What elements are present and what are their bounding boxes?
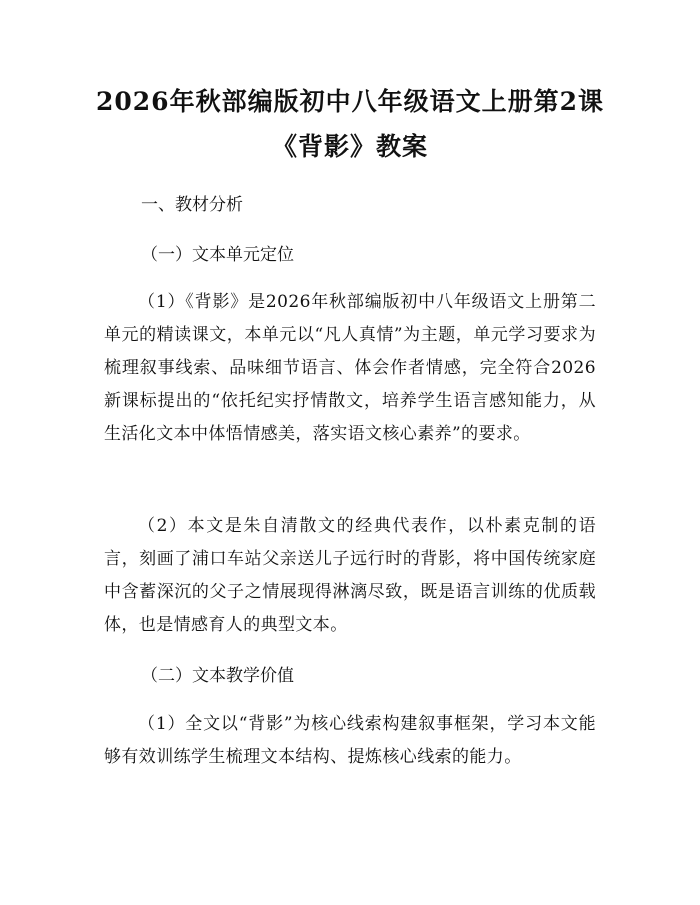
paragraph-unit-positioning-2: （2）本文是朱自清散文的经典代表作，以朴素克制的语言，刻画了浦口车站父亲送儿子远行时的背影，将中国传统家庭中含蓄深沉的父子之情展现得淋漓尽致，既是语言训练的优质载体，也是情感育人的典型文本。 <box>104 516 596 635</box>
paragraph-teaching-value-1: （1）全文以“背影”为核心线索构建叙事框架，学习本文能够有效训练学生梳理文本结构、提炼核心线索的能力。 <box>104 714 596 767</box>
section-heading-textbook-analysis: 一、教材分析 <box>141 195 243 215</box>
subsection-heading-unit-positioning: （一）文本单元定位 <box>141 245 294 265</box>
subsection-heading-teaching-value: （二）文本教学价值 <box>141 666 294 686</box>
document-title-line1: 2026年秋部编版初中八年级语文上册第2课 <box>96 87 604 116</box>
paragraph-unit-positioning-1: （1）《背影》是2026年秋部编版初中八年级语文上册第二单元的精读课文，本单元以“凡人真情”为主题，单元学习要求为梳理叙事线索、品味细节语言、体会作者情感，完全符合2026新课标提出的“依托纪实抒情散文，培养学生语言感知能力，从生活化文本中体悟情感美，落实语文核心素养”的要求。 <box>104 292 596 444</box>
document-title-line2: 《背影》教案 <box>271 132 428 161</box>
